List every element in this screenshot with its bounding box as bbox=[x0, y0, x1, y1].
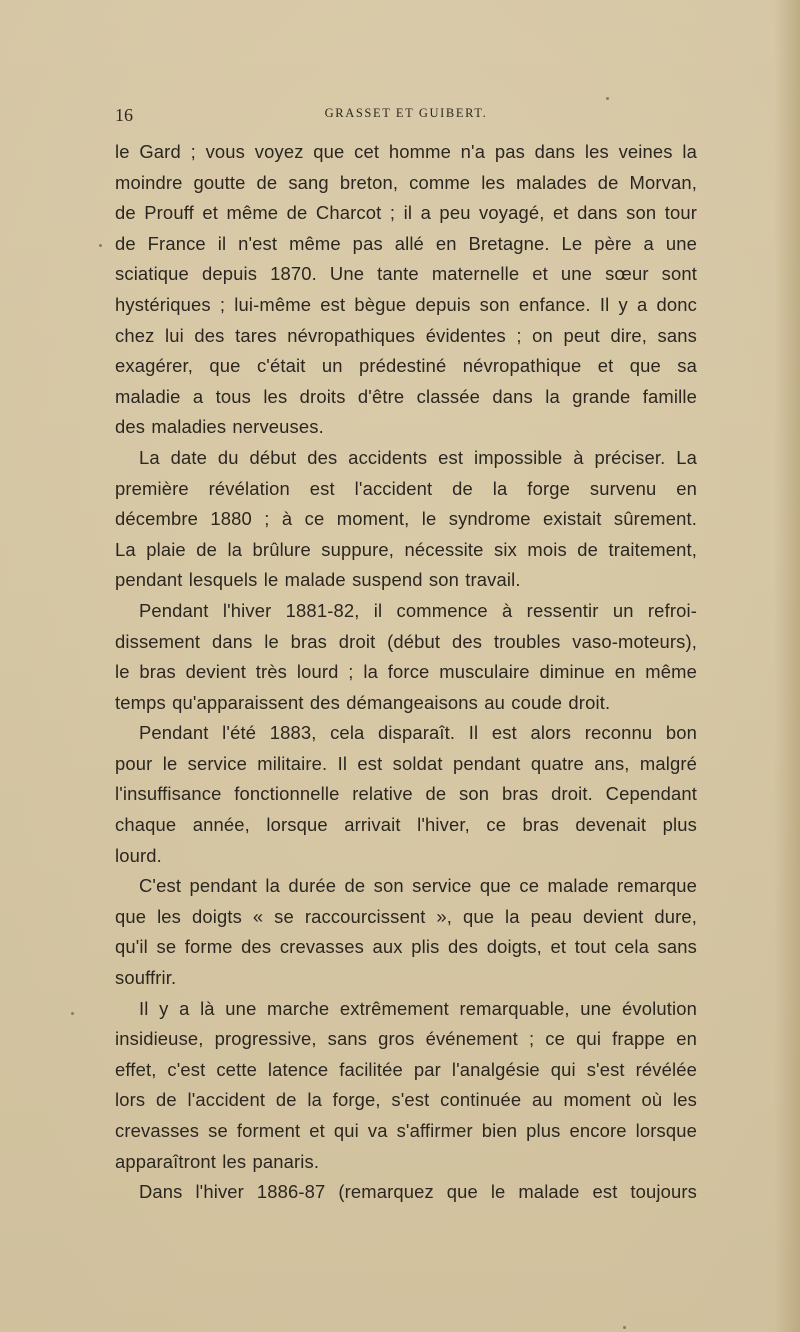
text-line: le Gard ; vous voyez que cet homme n'a pas dans les veines la bbox=[115, 141, 697, 162]
text-line: maladie a tous les droits d'être classée dans la grande famille bbox=[115, 385, 697, 407]
paragraph bbox=[115, 596, 697, 718]
page-number: 16 bbox=[115, 105, 133, 125]
paragraph bbox=[115, 994, 697, 1178]
text-line: Pendant l'hiver 1881-82, il commence à ressentir un refroi- bbox=[139, 599, 697, 621]
text-line: l'insuffisance fonctionnelle relative de son bras droit. Cependant bbox=[115, 783, 697, 805]
running-head: GRASSET ET GUIBERT. bbox=[324, 106, 488, 120]
paper-speck bbox=[99, 244, 102, 247]
text-line: pendant lesquels le malade suspend son travail. bbox=[115, 569, 521, 591]
text-line: sciatique depuis 1870. Une tante maternelle et une sœur sont bbox=[115, 263, 697, 285]
text-line: décembre 1880 ; à ce moment, le syndrome existait sûrement. bbox=[115, 508, 697, 530]
text-line: Dans l'hiver 1886-87 (remarquez que le malade est toujours bbox=[139, 1181, 697, 1203]
text-line: chaque année, lorsque arrivait l'hiver, ce bras devenait plus bbox=[115, 814, 697, 836]
body-text bbox=[115, 137, 697, 1208]
text-line: le bras devient très lourd ; la force musculaire diminue en même bbox=[115, 661, 697, 683]
text-line: hystériques ; lui-même est bègue depuis son enfance. Il y a donc bbox=[115, 293, 697, 315]
paragraph bbox=[115, 871, 697, 993]
paper-speck bbox=[623, 1326, 626, 1329]
text-line: dissement dans le bras droit (début des troubles vaso-moteurs), bbox=[115, 630, 697, 652]
text-line: moindre goutte de sang breton, comme les malades de Morvan, bbox=[115, 171, 697, 193]
text-line: des maladies nerveuses. bbox=[115, 416, 324, 438]
text-line: lourd. bbox=[115, 844, 162, 866]
text-line: apparaîtront les panaris. bbox=[115, 1150, 320, 1172]
paper-speck bbox=[71, 1012, 74, 1015]
text-line: chez lui des tares névropathiques évidentes ; on peut dire, sans bbox=[115, 324, 697, 346]
text-line: effet, c'est cette latence facilitée par l'analgésie qui s'est révélée bbox=[115, 1058, 697, 1080]
text-line: souffrir. bbox=[115, 967, 177, 989]
text-line: que les doigts « se raccourcissent », que la peau devient dure, bbox=[115, 905, 697, 927]
paragraph bbox=[115, 718, 697, 871]
text-line: insidieuse, progressive, sans gros événement ; ce qui frappe en bbox=[115, 1028, 697, 1050]
page-edge-shadow bbox=[774, 0, 800, 1332]
paper-speck bbox=[606, 97, 609, 100]
text-line: La plaie de la brûlure suppure, nécessite six mois de traitement, bbox=[115, 538, 697, 560]
paragraph bbox=[115, 1177, 697, 1208]
paragraph bbox=[115, 443, 697, 596]
text-line: qu'il se forme des crevasses aux plis des doigts, et tout cela sans bbox=[115, 936, 697, 958]
page-header bbox=[115, 103, 697, 129]
text-line: exagérer, que c'était un prédestiné névropathique et que sa bbox=[115, 355, 697, 377]
paragraph bbox=[115, 137, 697, 443]
text-line: Pendant l'été 1883, cela disparaît. Il est alors reconnu bon bbox=[139, 722, 697, 744]
text-line: La date du début des accidents est impossible à préciser. La bbox=[139, 446, 697, 468]
text-line: de Prouff et même de Charcot ; il a peu voyagé, et dans son tour bbox=[115, 202, 697, 224]
text-line: pour le service militaire. Il est soldat pendant quatre ans, malgré bbox=[115, 752, 697, 774]
text-line: temps qu'apparaissent des démangeaisons au coude droit. bbox=[115, 691, 611, 713]
text-line: crevasses se forment et qui va s'affirmer bien plus encore lorsque bbox=[115, 1120, 697, 1141]
text-line: lors de l'accident de la forge, s'est continuée au moment où les bbox=[115, 1089, 697, 1111]
text-line: de France il n'est même pas allé en Bretagne. Le père a une bbox=[115, 232, 697, 254]
text-line: C'est pendant la durée de son service que ce malade remarque bbox=[139, 875, 697, 897]
text-line: Il y a là une marche extrêmement remarquable, une évolution bbox=[139, 997, 697, 1019]
text-line: première révélation est l'accident de la forge survenu en bbox=[115, 477, 697, 499]
